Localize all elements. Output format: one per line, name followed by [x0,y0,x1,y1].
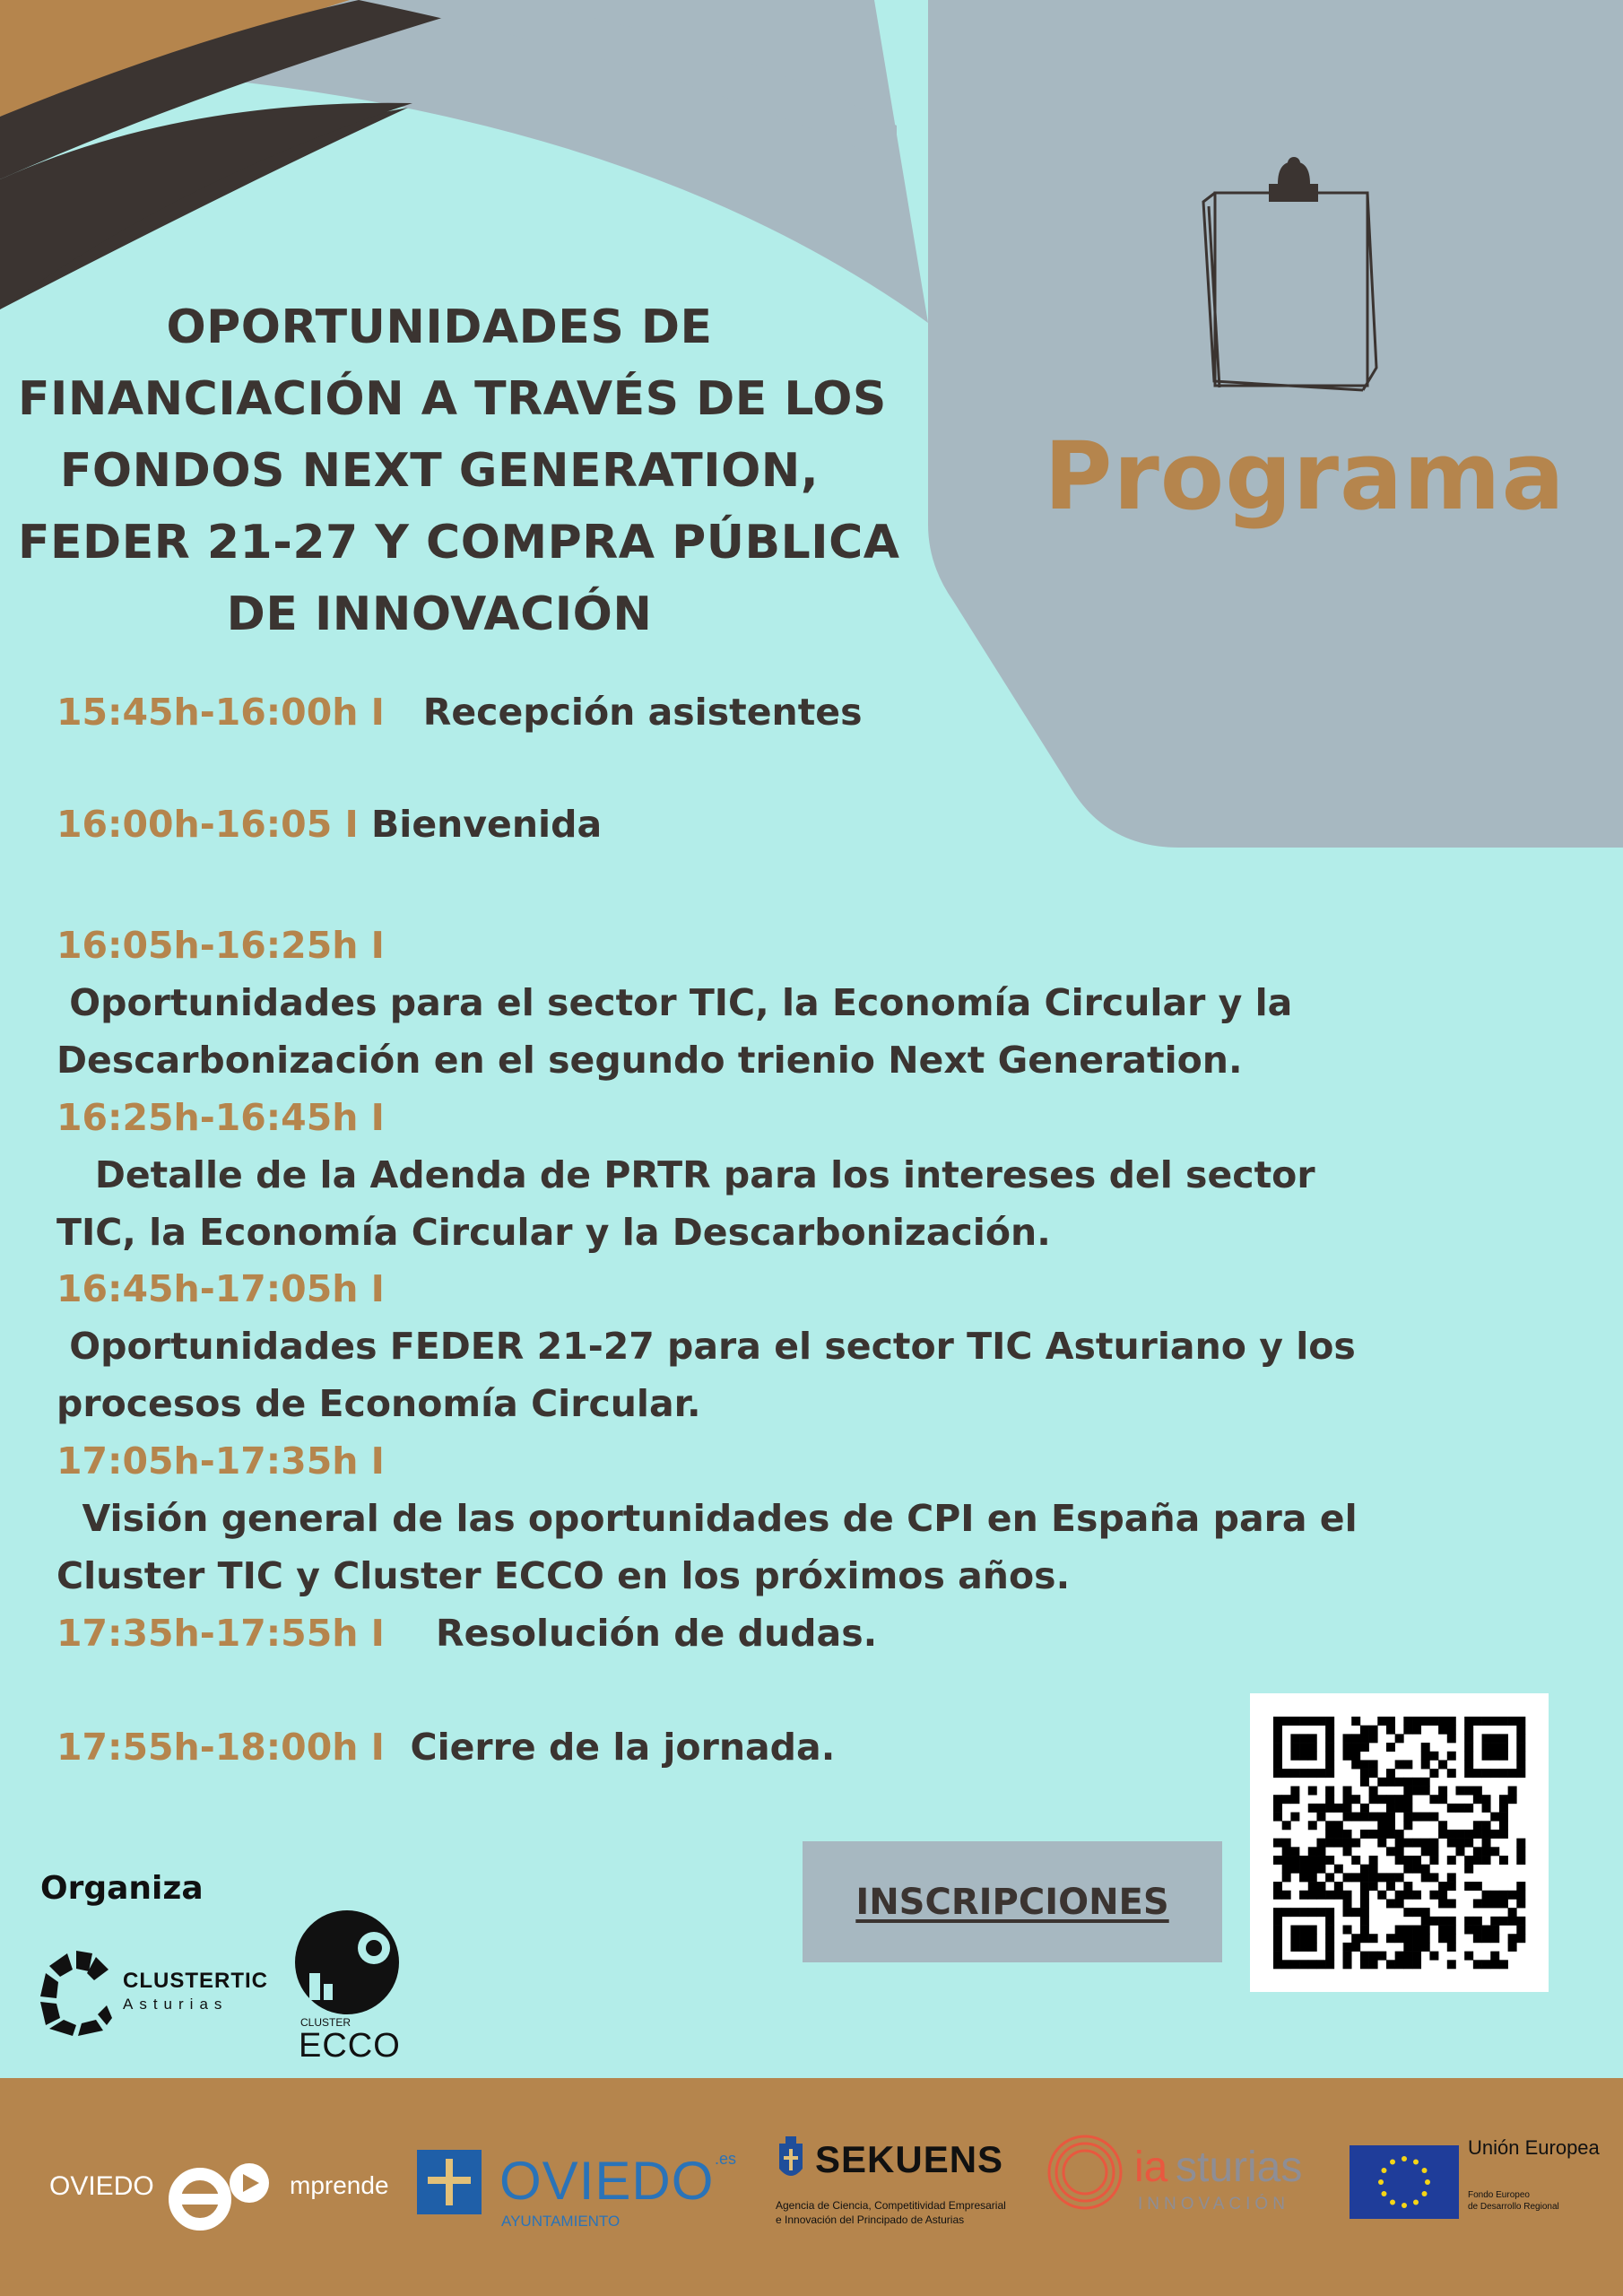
eu-flag-icon [1350,2145,1459,2219]
agenda-text-continued: Descarbonización en el segundo trienio Next Generation. [56,1039,1243,1082]
event-title [18,291,900,650]
sekuens-name: SEKUENS [815,2138,1004,2180]
title-line: FINANCIACIÓN A TRAVÉS DE LOS [18,372,887,426]
agenda-time: 17:35h-17:55h I [56,1612,385,1655]
title-line: FEDER 21-27 Y COMPRA PÚBLICA [18,516,900,570]
agenda-time: 17:55h-18:00h I [56,1726,385,1769]
organiza-label: Organiza [40,1870,204,1907]
agenda-item [56,1605,1617,1662]
agenda-text: Cierre de la jornada. [384,1726,836,1769]
agenda-text: Recepción asistentes [384,691,863,734]
agenda-item [56,917,1617,1089]
agenda-text-continued: TIC, la Economía Circular y la Descarbonización. [56,1211,1051,1254]
agenda-item [56,1089,1617,1261]
agenda-text-continued: procesos de Economía Circular. [56,1382,701,1425]
agenda-time: 15:45h-16:00h I [56,691,385,734]
agenda-time: 16:00h-16:05 I [56,803,359,846]
ecco-name: ECCO [299,2027,401,2065]
agenda-item [56,683,1617,741]
agenda-text: Visión general de las oportunidades de CPI en España para el [56,1497,1358,1540]
agenda-text: Bienvenida [358,803,603,846]
agenda-item [56,1260,1617,1432]
agenda-text: Oportunidades FEDER 21-27 para el sector TIC Asturiano y los [56,1325,1356,1368]
agenda-item [56,1432,1617,1605]
iasturias-subtitle: INNOVACIÓN [1138,2195,1289,2213]
oviedo-subtitle: AYUNTAMIENTO [501,2213,621,2230]
asturias-crest-icon [776,2136,806,2183]
clipboard-icon [1193,152,1390,395]
eu-feder-logo [1350,2136,1619,2235]
oviedo-emprende-right: mprende [290,2171,389,2199]
ecco-small-label: CLUSTER [300,2016,352,2029]
iasturias-logo [1045,2132,1314,2231]
oviedo-emprende-left: OVIEDO [49,2171,154,2201]
cluster-ecco-logo [291,1910,408,2063]
agenda-time: 16:45h-17:05h I [56,1267,385,1310]
eu-name: Unión Europea [1468,2136,1600,2159]
title-line: OPORTUNIDADES DE [166,300,713,354]
oviedo-es: .es [715,2150,737,2168]
agenda-text: Detalle de la Adenda de PRTR para los intereses del sector [56,1153,1315,1196]
oviedo-name: OVIEDO [499,2151,715,2211]
clustertic-mark-icon [40,1946,112,2036]
sekuens-logo [776,2136,1045,2244]
agenda-text: Oportunidades para el sector TIC, la Economía Circular y la [56,981,1293,1024]
oviedo-ayuntamiento-logo [417,2150,740,2239]
iasturias-name: sturias [1176,2144,1303,2191]
emprende-e-icon [164,2154,290,2235]
sekuens-subtitle-1: Agencia de Ciencia, Competitividad Empresarial [776,2199,1006,2212]
eu-subtitle-1: Fondo Europeo [1468,2190,1530,2200]
programa-heading: Programa [1044,422,1566,531]
inscripciones-button[interactable]: INSCRIPCIONES [803,1841,1222,1962]
sekuens-subtitle-2: e Innovación del Principado de Asturias [776,2213,965,2226]
iasturias-ia: ia [1134,2144,1168,2191]
registration-qr-code[interactable] [1250,1693,1549,1992]
title-line: DE INNOVACIÓN [226,587,653,641]
title-line: FONDOS NEXT GENERATION, [59,444,820,498]
qr-code-icon [1250,1693,1549,1992]
clustertic-subtitle: Asturias [123,1996,229,2013]
eu-subtitle-2: de Desarrollo Regional [1468,2202,1559,2212]
ecco-mark-icon [291,1910,408,2018]
sponsor-footer [0,2078,1623,2296]
iasturias-swirl-icon [1045,2132,1125,2213]
oviedo-crest-icon [417,2150,482,2214]
agenda-item [56,796,1617,853]
agenda-text-continued: Cluster TIC y Cluster ECCO en los próximos años. [56,1554,1071,1597]
agenda-text: Resolución de dudas. [384,1612,878,1655]
agenda-time: 16:25h-16:45h I [56,1096,385,1139]
agenda-time: 16:05h-16:25h I [56,924,385,967]
agenda-time: 17:05h-17:35h I [56,1439,385,1483]
clustertic-logo [40,1942,282,2040]
clustertic-name: CLUSTERTIC [123,1969,268,1993]
oviedo-emprende-logo [49,2159,390,2239]
